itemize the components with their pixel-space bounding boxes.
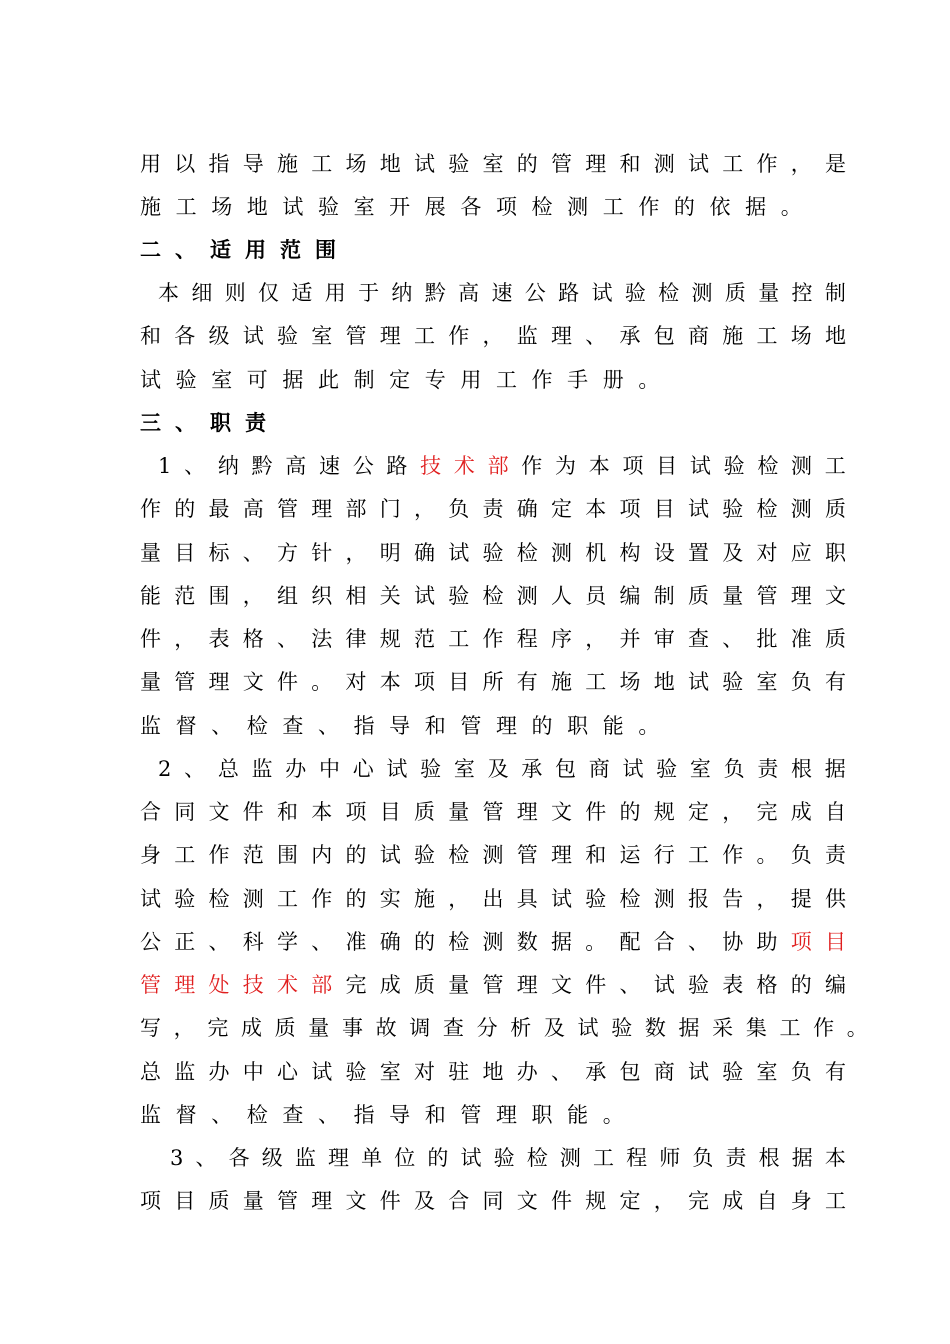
paragraph-line: 2 、 总 监 办 中 心 试 验 室 及 承 包 商 试 验 室 负 责 根 据 [158,757,846,781]
paragraph-line: 量 目 标 、 方 针 ， 明 确 试 验 检 测 机 构 设 置 及 对 应 职 [140,541,846,565]
paragraph-line: 试 验 检 测 工 作 的 实 施 ， 出 具 试 验 检 测 报 告 ， 提 供 [140,887,846,911]
paragraph-line: 合 同 文 件 和 本 项 目 质 量 管 理 文 件 的 规 定 ， 完 成 自 [140,800,846,824]
paragraph-line: 3 、 各 级 监 理 单 位 的 试 验 检 测 工 程 师 负 责 根 据 本 [170,1146,846,1170]
section-heading: 三 、 职 责 [140,410,266,435]
paragraph-line: 作 的 最 高 管 理 部 门 ， 负 责 确 定 本 项 目 试 验 检 测 质 [140,497,846,521]
paragraph-line: 写 ， 完 成 质 量 事 故 调 查 分 析 及 试 验 数 据 采 集 工 作 。 [140,1016,868,1040]
paragraph-line: 和 各 级 试 验 室 管 理 工 作 ， 监 理 、 承 包 商 施 工 场 地 [140,324,846,348]
paragraph-line: 能 范 围 ， 组 织 相 关 试 验 检 测 人 员 编 制 质 量 管 理 文 [140,584,846,608]
paragraph-line: 总 监 办 中 心 试 验 室 对 驻 地 办 、 承 包 商 试 验 室 负 有 [140,1060,846,1084]
section-heading: 二 、 适 用 范 围 [140,237,336,262]
paragraph-line: 监 督 、 检 查 、 指 导 和 管 理 的 职 能 。 [140,714,660,738]
paragraph-line: 量 管 理 文 件 。 对 本 项 目 所 有 施 工 场 地 试 验 室 负 有 [140,670,846,694]
paragraph-line: 施 工 场 地 试 验 室 开 展 各 项 检 测 工 作 的 依 据 。 [140,195,802,219]
paragraph-line: 项 目 质 量 管 理 文 件 及 合 同 文 件 规 定 ， 完 成 自 身 工 [140,1189,846,1213]
paragraph-line: 身 工 作 范 围 内 的 试 验 检 测 管 理 和 运 行 工 作 。 负 责 [140,843,846,867]
paragraph-line: 监 督 、 检 查 、 指 导 和 管 理 职 能 。 [140,1103,624,1127]
paragraph-line: 1 、 纳 黔 高 速 公 路 技 术 部 作 为 本 项 目 试 验 检 测 工 [158,454,846,478]
paragraph-line: 公 正 、 科 学 、 准 确 的 检 测 数 据 。 配 合 、 协 助 项 目 [140,930,846,954]
paragraph-line: 试 验 室 可 据 此 制 定 专 用 工 作 手 册 。 [140,368,660,392]
paragraph-line: 管 理 处 技 术 部 完 成 质 量 管 理 文 件 、 试 验 表 格 的 编 [140,973,846,997]
paragraph-line: 件 ， 表 格 、 法 律 规 范 工 作 程 序 ， 并 审 查 、 批 准 质 [140,627,846,651]
paragraph-line: 用 以 指 导 施 工 场 地 试 验 室 的 管 理 和 测 试 工 作 ， 是 [140,152,846,176]
paragraph-line: 本 细 则 仅 适 用 于 纳 黔 高 速 公 路 试 验 检 测 质 量 控 制 [158,281,846,305]
